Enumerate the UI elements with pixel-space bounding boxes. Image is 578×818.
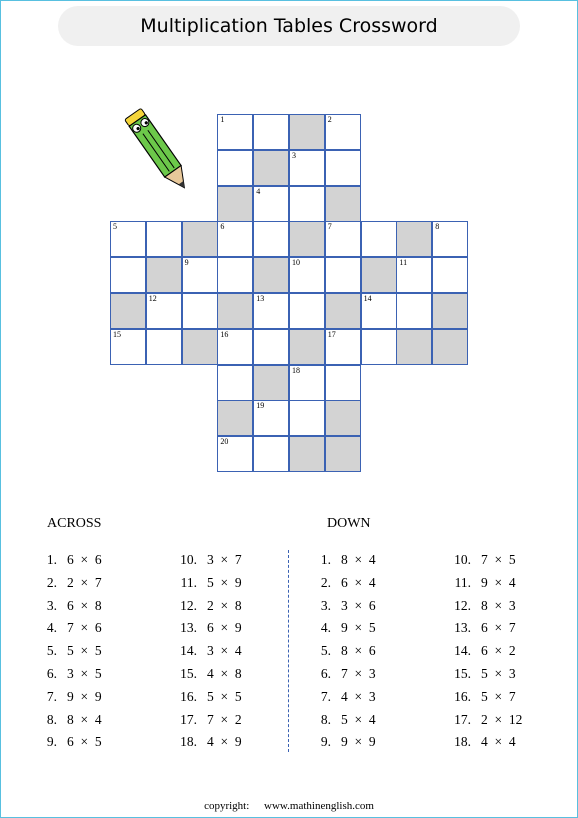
clue-label: 16. — [454, 688, 471, 704]
grid-cell[interactable] — [361, 329, 397, 365]
clue-number: 20 — [220, 437, 229, 447]
clue-label: 9. — [320, 734, 331, 750]
down-clue — [309, 712, 376, 728]
across-clue — [175, 552, 242, 568]
down-clue — [309, 575, 376, 591]
grid-cell-shaded — [325, 293, 361, 329]
clue-expression: 8 × 4 — [341, 552, 376, 567]
clue-number: 11 — [399, 258, 408, 268]
down-clue — [449, 734, 516, 750]
clue-label: 17. — [180, 711, 197, 727]
clue-label: 4. — [320, 620, 331, 636]
column-divider — [288, 550, 289, 752]
clue-expression: 2 × 7 — [67, 574, 102, 590]
clue-expression: 9 × 4 — [481, 574, 516, 590]
grid-cell[interactable] — [217, 329, 253, 365]
across-heading: ACROSS — [47, 516, 102, 531]
clue-expression: 3 × 7 — [207, 552, 242, 567]
clue-label: 11. — [454, 574, 471, 590]
clue-number: 15 — [113, 329, 121, 339]
clue-expression: 4 × 3 — [341, 688, 376, 704]
clue-expression: 4 × 9 — [207, 734, 242, 750]
clue-expression: 5 × 3 — [481, 666, 516, 681]
grid-cell[interactable] — [325, 329, 361, 365]
page-title: Multiplication Tables Crossword — [140, 15, 438, 37]
grid-cell[interactable] — [289, 293, 325, 329]
down-clue — [309, 666, 376, 682]
clue-number: 12 — [148, 294, 157, 303]
clue-number: 16 — [220, 329, 229, 339]
grid-cell[interactable] — [110, 221, 146, 257]
clue-expression: 9 × 9 — [67, 688, 102, 704]
grid-cell-shaded — [182, 221, 218, 257]
across-clue — [175, 689, 242, 705]
grid-cell-shaded — [396, 221, 432, 257]
clue-expression: 9 × 5 — [341, 620, 376, 636]
grid-cell[interactable] — [253, 436, 289, 472]
clue-number: 1 — [220, 115, 225, 124]
clue-expression: 6 × 7 — [481, 620, 516, 636]
grid-cell-shaded — [361, 257, 397, 293]
clue-number: 19 — [256, 401, 265, 411]
clue-label: 18. — [454, 734, 471, 750]
clue-label: 16. — [180, 688, 197, 704]
clue-expression: 3 × 4 — [207, 643, 242, 659]
grid-cell[interactable] — [146, 221, 182, 257]
down-clue — [309, 734, 376, 750]
grid-cell-shaded — [325, 436, 361, 472]
clue-label: 12. — [454, 597, 471, 613]
clue-expression: 7 × 2 — [207, 711, 242, 727]
grid-cell[interactable] — [289, 365, 325, 401]
across-clue — [175, 712, 242, 728]
down-clue — [309, 598, 376, 614]
grid-cell-shaded — [146, 257, 182, 293]
clue-expression: 6 × 8 — [67, 597, 102, 613]
grid-cell-shaded — [253, 150, 289, 186]
clue-number: 4 — [256, 186, 261, 196]
across-clue — [175, 734, 242, 750]
clue-label: 14. — [454, 643, 471, 659]
clue-label: 3. — [46, 597, 57, 613]
grid-cell[interactable] — [325, 150, 361, 186]
clue-expression: 2 × 8 — [207, 597, 242, 613]
clue-expression: 6 × 2 — [481, 643, 516, 659]
clue-label: 10. — [454, 552, 471, 567]
down-clue — [449, 689, 516, 705]
clue-number: 17 — [327, 329, 336, 339]
clue-label: 11. — [180, 574, 197, 590]
grid-cell[interactable] — [253, 400, 289, 436]
down-clue — [309, 552, 376, 568]
grid-cell[interactable] — [325, 221, 361, 257]
clue-number: 8 — [435, 222, 440, 232]
grid-cell[interactable] — [432, 221, 468, 257]
grid-cell[interactable] — [289, 400, 325, 436]
across-clue — [35, 575, 102, 591]
down-clue — [449, 620, 516, 636]
clue-number: 10 — [292, 258, 300, 268]
grid-cell-shaded — [110, 293, 146, 329]
clue-label: 10. — [180, 552, 197, 567]
clue-expression: 7 × 5 — [481, 552, 516, 567]
grid-cell-shaded — [217, 400, 253, 436]
clue-expression: 4 × 8 — [207, 666, 242, 681]
across-clue — [35, 552, 102, 568]
clue-expression: 6 × 9 — [207, 620, 242, 636]
clue-expression: 6 × 6 — [67, 552, 102, 567]
grid-cell[interactable] — [217, 221, 253, 257]
clue-label: 2. — [320, 574, 331, 590]
grid-cell-shaded — [289, 329, 325, 365]
grid-cell[interactable] — [432, 257, 468, 293]
grid-cell[interactable] — [217, 114, 253, 150]
grid-cell[interactable] — [110, 257, 146, 293]
clue-label: 2. — [46, 574, 57, 590]
down-clue — [449, 552, 516, 568]
clue-label: 9. — [46, 734, 57, 750]
grid-cell[interactable] — [396, 293, 432, 329]
across-clue — [35, 734, 102, 750]
grid-cell[interactable] — [361, 221, 397, 257]
down-clue — [449, 575, 516, 591]
grid-cell[interactable] — [146, 293, 182, 329]
grid-cell-shaded — [289, 114, 325, 150]
grid-cell[interactable] — [217, 436, 253, 472]
clue-expression: 8 × 3 — [481, 597, 516, 613]
grid-cell-shaded — [396, 329, 432, 365]
down-clue — [449, 666, 516, 682]
clue-label: 15. — [180, 666, 197, 681]
grid-cell[interactable] — [182, 257, 218, 293]
down-clue — [309, 643, 376, 659]
down-heading: DOWN — [327, 516, 371, 531]
grid-cell[interactable] — [325, 365, 361, 401]
clue-expression: 5 × 7 — [481, 688, 516, 704]
grid-cell[interactable] — [182, 293, 218, 329]
clue-label: 8. — [46, 711, 57, 727]
across-clue — [175, 666, 242, 682]
clue-label: 4. — [46, 620, 57, 636]
down-clue — [449, 598, 516, 614]
grid-cell-shaded — [289, 436, 325, 472]
clue-label: 5. — [320, 643, 331, 659]
clue-label: 1. — [46, 552, 57, 567]
clue-number: 3 — [292, 150, 296, 160]
copyright-site: www.mathinenglish.com — [264, 800, 374, 812]
clue-label: 3. — [320, 597, 331, 613]
down-clue — [309, 689, 376, 705]
clue-label: 14. — [180, 643, 197, 659]
clue-expression: 3 × 6 — [341, 597, 376, 613]
clue-label: 18. — [180, 734, 197, 750]
clue-expression: 6 × 5 — [67, 734, 102, 750]
grid-cell[interactable] — [253, 329, 289, 365]
clue-expression: 4 × 4 — [481, 734, 516, 750]
clue-label: 1. — [320, 552, 331, 567]
clue-number: 18 — [292, 365, 300, 375]
clue-number: 2 — [327, 115, 332, 124]
clue-label: 17. — [454, 711, 471, 727]
grid-cell-shaded — [325, 186, 361, 222]
grid-cell[interactable] — [217, 365, 253, 401]
across-clue — [175, 643, 242, 659]
clue-number: 13 — [256, 294, 265, 303]
copyright-label: copyright: — [204, 800, 250, 812]
grid-cell[interactable] — [289, 257, 325, 293]
clue-label: 13. — [454, 620, 471, 636]
grid-cell-shaded — [217, 293, 253, 329]
grid-cell-shaded — [182, 329, 218, 365]
clue-expression: 7 × 6 — [67, 620, 102, 636]
down-clue — [449, 643, 516, 659]
clue-number: 5 — [113, 222, 117, 232]
grid-cell-shaded — [217, 186, 253, 222]
across-clue — [175, 575, 242, 591]
clue-label: 6. — [320, 666, 331, 681]
clue-expression: 8 × 6 — [341, 643, 376, 659]
clue-label: 5. — [46, 643, 57, 659]
clue-expression: 8 × 4 — [67, 711, 102, 727]
across-clue — [175, 620, 242, 636]
across-clue — [35, 598, 102, 614]
grid-cell-shaded — [289, 221, 325, 257]
clue-number: 7 — [327, 222, 332, 232]
clue-number: 6 — [220, 222, 225, 232]
clue-label: 8. — [320, 711, 331, 727]
across-clue — [35, 689, 102, 705]
grid-cell[interactable] — [253, 293, 289, 329]
grid-cell[interactable] — [253, 221, 289, 257]
clue-expression: 3 × 5 — [67, 666, 102, 681]
clue-label: 15. — [454, 666, 471, 681]
grid-cell[interactable] — [396, 257, 432, 293]
grid-cell[interactable] — [110, 329, 146, 365]
grid-cell[interactable] — [146, 329, 182, 365]
across-clue — [35, 712, 102, 728]
grid-cell-shaded — [253, 257, 289, 293]
grid-cell[interactable] — [217, 150, 253, 186]
clue-expression: 5 × 5 — [67, 643, 102, 659]
across-clue — [35, 666, 102, 682]
clue-number: 14 — [363, 294, 372, 303]
across-clue — [35, 643, 102, 659]
grid-cell[interactable] — [217, 257, 253, 293]
grid-cell-shaded — [432, 329, 468, 365]
clue-expression: 5 × 9 — [207, 574, 242, 590]
grid-cell[interactable] — [325, 257, 361, 293]
clue-expression: 5 × 5 — [207, 688, 242, 704]
grid-cell[interactable] — [289, 150, 325, 186]
clue-expression: 5 × 4 — [341, 711, 376, 727]
footer — [0, 800, 578, 812]
across-clue — [175, 598, 242, 614]
clue-label: 12. — [180, 597, 197, 613]
clue-label: 13. — [180, 620, 197, 636]
across-clue — [35, 620, 102, 636]
clue-expression: 9 × 9 — [341, 734, 376, 750]
grid-cell-shaded — [432, 293, 468, 329]
grid-cell[interactable] — [325, 114, 361, 150]
grid-cell[interactable] — [361, 293, 397, 329]
clue-expression: 6 × 4 — [341, 574, 376, 590]
grid-cell-shaded — [253, 365, 289, 401]
grid-cell[interactable] — [253, 186, 289, 222]
clue-label: 7. — [46, 688, 57, 704]
clue-expression: 7 × 3 — [341, 666, 376, 681]
grid-cell[interactable] — [253, 114, 289, 150]
clue-expression: 2 × 12 — [481, 711, 523, 727]
clue-label: 6. — [46, 666, 57, 681]
clue-number: 9 — [184, 258, 189, 268]
down-clue — [449, 712, 522, 728]
grid-cell-shaded — [325, 400, 361, 436]
clue-label: 7. — [320, 688, 331, 704]
down-clue — [309, 620, 376, 636]
grid-cell[interactable] — [289, 186, 325, 222]
